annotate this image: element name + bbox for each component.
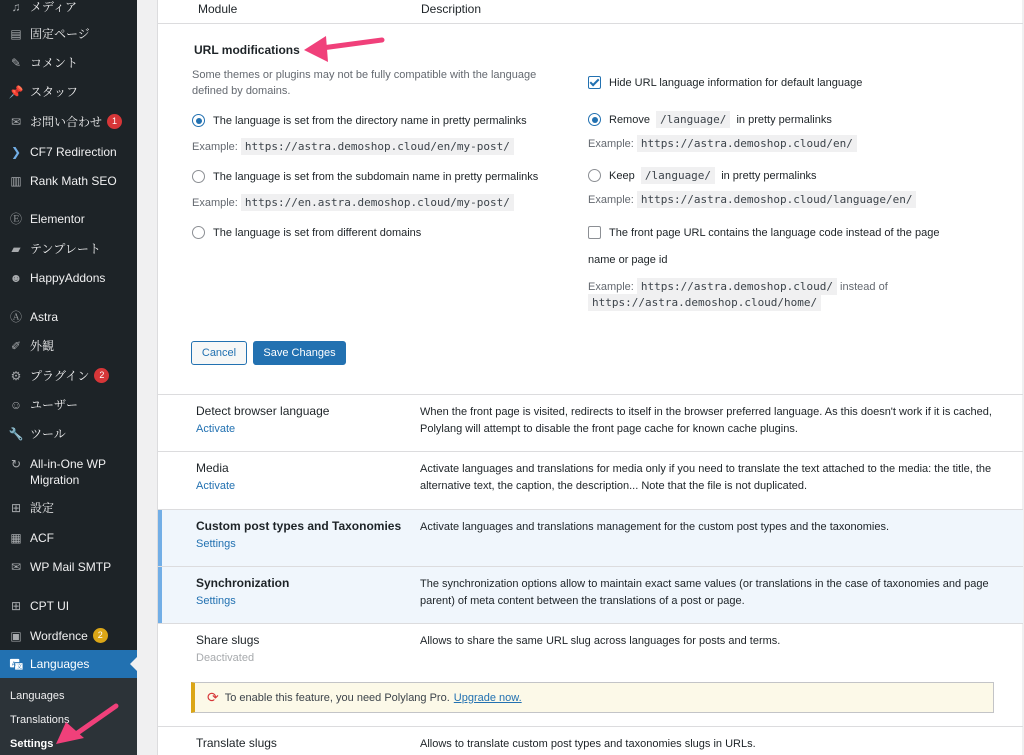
module-description: Allows to translate custom post types and taxonomies slugs in URLs.: [420, 738, 756, 750]
languages-icon: [8, 656, 24, 672]
notice-text: To enable this feature, you need Polylang Pro.: [224, 691, 450, 704]
admin-sidebar: [0, 0, 137, 755]
header-divider: [158, 23, 1023, 24]
module-row-sync: [158, 566, 1023, 623]
sidebar-item[interactable]: [0, 241, 137, 257]
sidebar-item-label: All-in-One WP Migration: [30, 457, 106, 487]
sidebar-item[interactable]: [0, 500, 137, 516]
sidebar-item-label: 外観: [30, 339, 55, 353]
module-row-media: [158, 451, 1023, 509]
cf7-icon: ❯: [10, 145, 22, 159]
wordfence-icon: ▣: [10, 629, 22, 643]
svg-text:文: 文: [16, 664, 22, 671]
sidebar-item-label: お問い合わせ: [30, 115, 103, 129]
radio-directory[interactable]: [192, 114, 527, 127]
sidebar-item[interactable]: [0, 55, 137, 71]
annotation-arrow-icon: [300, 30, 385, 66]
example-url: https://en.astra.demoshop.cloud/my-post/: [241, 194, 514, 211]
sidebar-item[interactable]: [0, 270, 137, 286]
sidebar-item-label: HappyAddons: [30, 271, 106, 285]
envelope-icon: ✉: [10, 560, 22, 574]
example-url: https://astra.demoshop.cloud/language/en/: [637, 191, 917, 208]
radio-button[interactable]: [588, 169, 601, 182]
sidebar-item[interactable]: [0, 628, 137, 644]
module-name: Media: [196, 461, 229, 475]
refresh-icon: ⟳: [207, 689, 219, 705]
brush-icon: ✐: [10, 339, 22, 353]
module-description: Allows to share the same URL slug across languages for posts and terms.: [420, 635, 781, 647]
pages-icon: ▤: [10, 27, 22, 41]
sidebar-item-label: Rank Math SEO: [30, 174, 117, 188]
sidebar-item-label: ACF: [30, 531, 54, 545]
example-label: Example:: [192, 141, 238, 153]
url-modifications-title: URL modifications: [194, 43, 300, 57]
annotation-arrow-icon: [50, 700, 122, 748]
acf-icon: ▦: [10, 531, 22, 545]
sidebar-item-label: ツール: [30, 427, 66, 441]
example-front-page: [588, 280, 888, 293]
language-code: /language/: [641, 167, 715, 184]
sidebar-item-label: Languages: [30, 657, 90, 671]
activate-link[interactable]: Activate: [196, 423, 236, 435]
module-name: Synchronization: [196, 576, 290, 590]
sidebar-item[interactable]: [0, 338, 137, 354]
plugin-icon: ⚙: [10, 369, 22, 383]
module-row-translate-slugs: [158, 726, 1023, 755]
instead-of-label: instead of: [840, 281, 888, 293]
sidebar-item[interactable]: [0, 173, 137, 189]
radio-button-checked[interactable]: [192, 114, 205, 127]
sidebar-item[interactable]: [0, 368, 137, 384]
settings-link[interactable]: Settings: [196, 538, 236, 550]
sidebar-item-label: 固定ページ: [30, 27, 90, 41]
sidebar-item[interactable]: [0, 397, 137, 413]
example-keep: [588, 193, 916, 206]
active-menu-arrow: [130, 657, 137, 671]
radio-domains[interactable]: [192, 226, 421, 239]
hide-default-label: Hide URL language information for default language: [609, 76, 863, 89]
sidebar-item[interactable]: [0, 426, 137, 442]
folder-icon: ▰: [11, 242, 21, 256]
front-page-checkbox[interactable]: [588, 226, 939, 239]
sidebar-item-label: CF7 Redirection: [30, 145, 117, 159]
module-name: Share slugs: [196, 633, 260, 647]
sidebar-item[interactable]: [0, 144, 137, 160]
example-subdomain: [192, 196, 514, 209]
example-url: https://astra.demoshop.cloud/home/: [588, 294, 821, 311]
wrench-icon: 🔧: [8, 427, 24, 441]
sidebar-item[interactable]: [0, 211, 137, 227]
sidebar-item-label: プラグイン: [30, 369, 90, 383]
sidebar-item[interactable]: [0, 0, 137, 15]
radio-button[interactable]: [192, 170, 205, 183]
sidebar-item-label: コメント: [30, 56, 79, 70]
sidebar-item-label: Elementor: [30, 212, 85, 226]
comments-icon: ✎: [10, 56, 22, 70]
radio-domains-label: The language is set from different domains: [213, 226, 422, 239]
language-code: /language/: [656, 111, 730, 128]
sidebar-item-label: Wordfence: [30, 629, 88, 643]
migration-icon: ↻: [10, 457, 22, 471]
sidebar-item-label: CPT UI: [30, 599, 70, 613]
sidebar-item-label: Astra: [30, 310, 59, 324]
column-header-description: Description: [421, 2, 482, 16]
sidebar-item-label: メディア: [30, 0, 78, 14]
example-url: https://astra.demoshop.cloud/en/my-post/: [241, 138, 514, 155]
example-url: https://astra.demoshop.cloud/en/: [637, 135, 857, 152]
module-row-cpt: [158, 509, 1023, 566]
example-label: Example:: [588, 281, 634, 293]
cancel-button[interactable]: Cancel: [191, 341, 247, 365]
notification-badge: 2: [93, 628, 108, 643]
sidebar-item[interactable]: [0, 114, 137, 130]
sidebar-item-languages[interactable]: [0, 650, 137, 678]
checkbox-checked[interactable]: [588, 76, 601, 89]
upgrade-link[interactable]: Upgrade now.: [453, 691, 522, 704]
radio-keep-language[interactable]: [588, 167, 817, 184]
submenu-item-languages[interactable]: Languages: [10, 690, 65, 702]
sidebar-item-label: 設定: [30, 501, 55, 515]
checkbox[interactable]: [588, 226, 601, 239]
happy-icon: ☻: [9, 271, 23, 285]
radio-directory-label: The language is set from the directory name in pretty permalinks: [213, 114, 527, 127]
example-remove: [588, 137, 857, 150]
submenu-item-translations[interactable]: Translations: [10, 714, 70, 726]
keep-label: Keep: [609, 169, 635, 182]
media-icon: ♫: [11, 0, 21, 14]
chart-icon: ▥: [10, 174, 22, 188]
pin-icon: 📌: [8, 85, 24, 99]
sidebar-item[interactable]: [0, 26, 137, 42]
radio-button[interactable]: [192, 226, 205, 239]
hide-default-checkbox[interactable]: [588, 76, 862, 89]
sidebar-item[interactable]: [0, 309, 137, 325]
module-description: Activate languages and translations management for the custom post types and the taxonomies.: [420, 521, 889, 533]
notification-badge: 1: [107, 114, 122, 129]
module-description: When the front page is visited, redirects to itself in the browser preferred language. As this doesn't work if it is cached, Polylang will attempt to disable the front page cache for known cache plugins.: [420, 406, 992, 435]
radio-subdomain[interactable]: [192, 170, 538, 183]
notification-badge: 2: [94, 368, 109, 383]
activate-link[interactable]: Activate: [196, 480, 236, 492]
module-name: Custom post types and Taxonomies: [196, 519, 402, 533]
grid-icon: ⊞: [10, 599, 22, 613]
radio-subdomain-label: The language is set from the subdomain name in pretty permalinks: [213, 170, 539, 183]
astra-icon: Ⓐ: [9, 310, 22, 324]
settings-icon: ⊞: [10, 501, 22, 515]
save-changes-button[interactable]: Save Changes: [253, 341, 346, 365]
sidebar-item[interactable]: [0, 559, 137, 575]
example-label: Example:: [588, 138, 634, 150]
user-icon: ☺: [9, 398, 23, 412]
mail-icon: ✉: [10, 115, 22, 129]
sidebar-item[interactable]: [0, 530, 137, 546]
example-front-page-2: [588, 296, 821, 309]
module-description: The synchronization options allow to maintain exact same values (or translations in the case of taxonomies and page parent) of meta content between the translations of a post or page.: [420, 578, 989, 607]
example-label: Example:: [192, 197, 238, 209]
sidebar-item[interactable]: [0, 598, 137, 614]
sidebar-item[interactable]: [0, 456, 137, 488]
sidebar-item-label: テンプレート: [30, 242, 101, 256]
front-page-label: The front page URL contains the language code instead of the page: [609, 226, 940, 239]
submenu-item-settings[interactable]: Settings: [10, 738, 54, 750]
radio-remove-language[interactable]: [588, 111, 832, 128]
example-directory: [192, 140, 514, 153]
pretty-permalinks-label: in pretty permalinks: [736, 113, 832, 126]
module-description: Activate languages and translations for media only if you need to translate the text attached to the media: the title, the alternative text, the caption, the description... Note that the file is not duplicated.: [420, 463, 992, 492]
modules-table: [157, 0, 1022, 755]
main-content: [137, 0, 1024, 755]
module-name: Detect browser language: [196, 404, 330, 418]
module-name: Translate slugs: [196, 736, 277, 750]
sidebar-item[interactable]: [0, 84, 137, 100]
column-header-module: Module: [198, 2, 238, 16]
svg-text:A: A: [11, 660, 16, 667]
example-label: Example:: [588, 194, 634, 206]
compatibility-note: Some themes or plugins may not be fully compatible with the language defined by domains.: [192, 69, 537, 97]
radio-button-checked[interactable]: [588, 113, 601, 126]
pretty-permalinks-label: in pretty permalinks: [721, 169, 817, 182]
front-page-label-cont: name or page id: [588, 254, 668, 266]
remove-label: Remove: [609, 113, 650, 126]
example-url: https://astra.demoshop.cloud/: [637, 278, 837, 295]
elementor-icon: Ⓔ: [9, 212, 22, 226]
deactivated-label: Deactivated: [196, 652, 255, 664]
sidebar-item-label: ユーザー: [30, 398, 79, 412]
sidebar-item-label: WP Mail SMTP: [30, 560, 112, 574]
module-row-detect-browser: [158, 394, 1023, 451]
pro-notice: [191, 682, 994, 713]
settings-link[interactable]: Settings: [196, 595, 236, 607]
sidebar-item-label: スタッフ: [30, 85, 79, 99]
